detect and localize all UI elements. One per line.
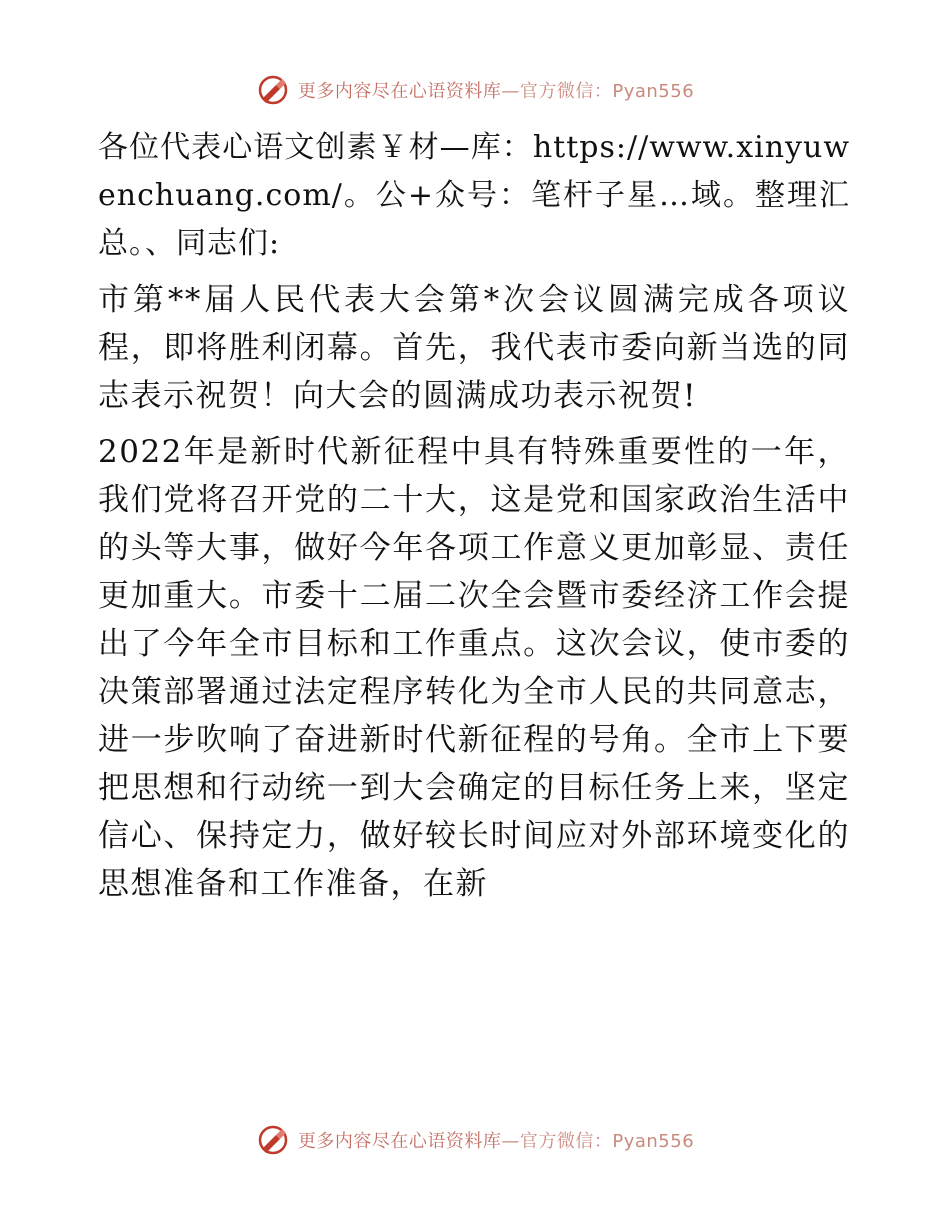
header-banner-text: 更多内容尽在心语资料库—官方微信：Pyan556 [297,81,695,102]
brand-logo-icon [256,73,290,107]
brand-logo-icon [256,1123,290,1157]
footer-banner [0,1120,950,1160]
header-banner [0,70,950,110]
footer-banner-text: 更多内容尽在心语资料库—官方微信：Pyan556 [297,1131,695,1152]
paragraph-greeting: 各位代表心语文创素￥材—库：https://www.xinyuwenchuang.com/。公+众号：笔杆子星…域。整理汇总。、同志们: [98,130,850,261]
paragraph-opening: 市第**届人民代表大会第*次会议圆满完成各项议程，即将胜利闭幕。首先，我代表市委向新当选的同志表示祝贺！向大会的圆满成功表示祝贺! [98,282,850,414]
paragraph-main: 2022年是新时代新征程中具有特殊重要性的一年，我们党将召开党的二十大，这是党和国家政治生活中的头等大事，做好今年各项工作意义更加彰显、责任更加重大。市委十二届二次全会暨市委经济工作会提出了今年全市目标和工作重点。这次会议，使市委的决策部署通过法定程序转化为全市人民的共同意志，进一步吹响了奋进新时代新征程的号角。全市上下要把思想和行动统一到大会确定的目标任务上来，坚定信心、保持定力，做好较长时间应对外部环境变化的思想准备和工作准备，在新 [98,434,850,902]
document-body [98,124,850,916]
